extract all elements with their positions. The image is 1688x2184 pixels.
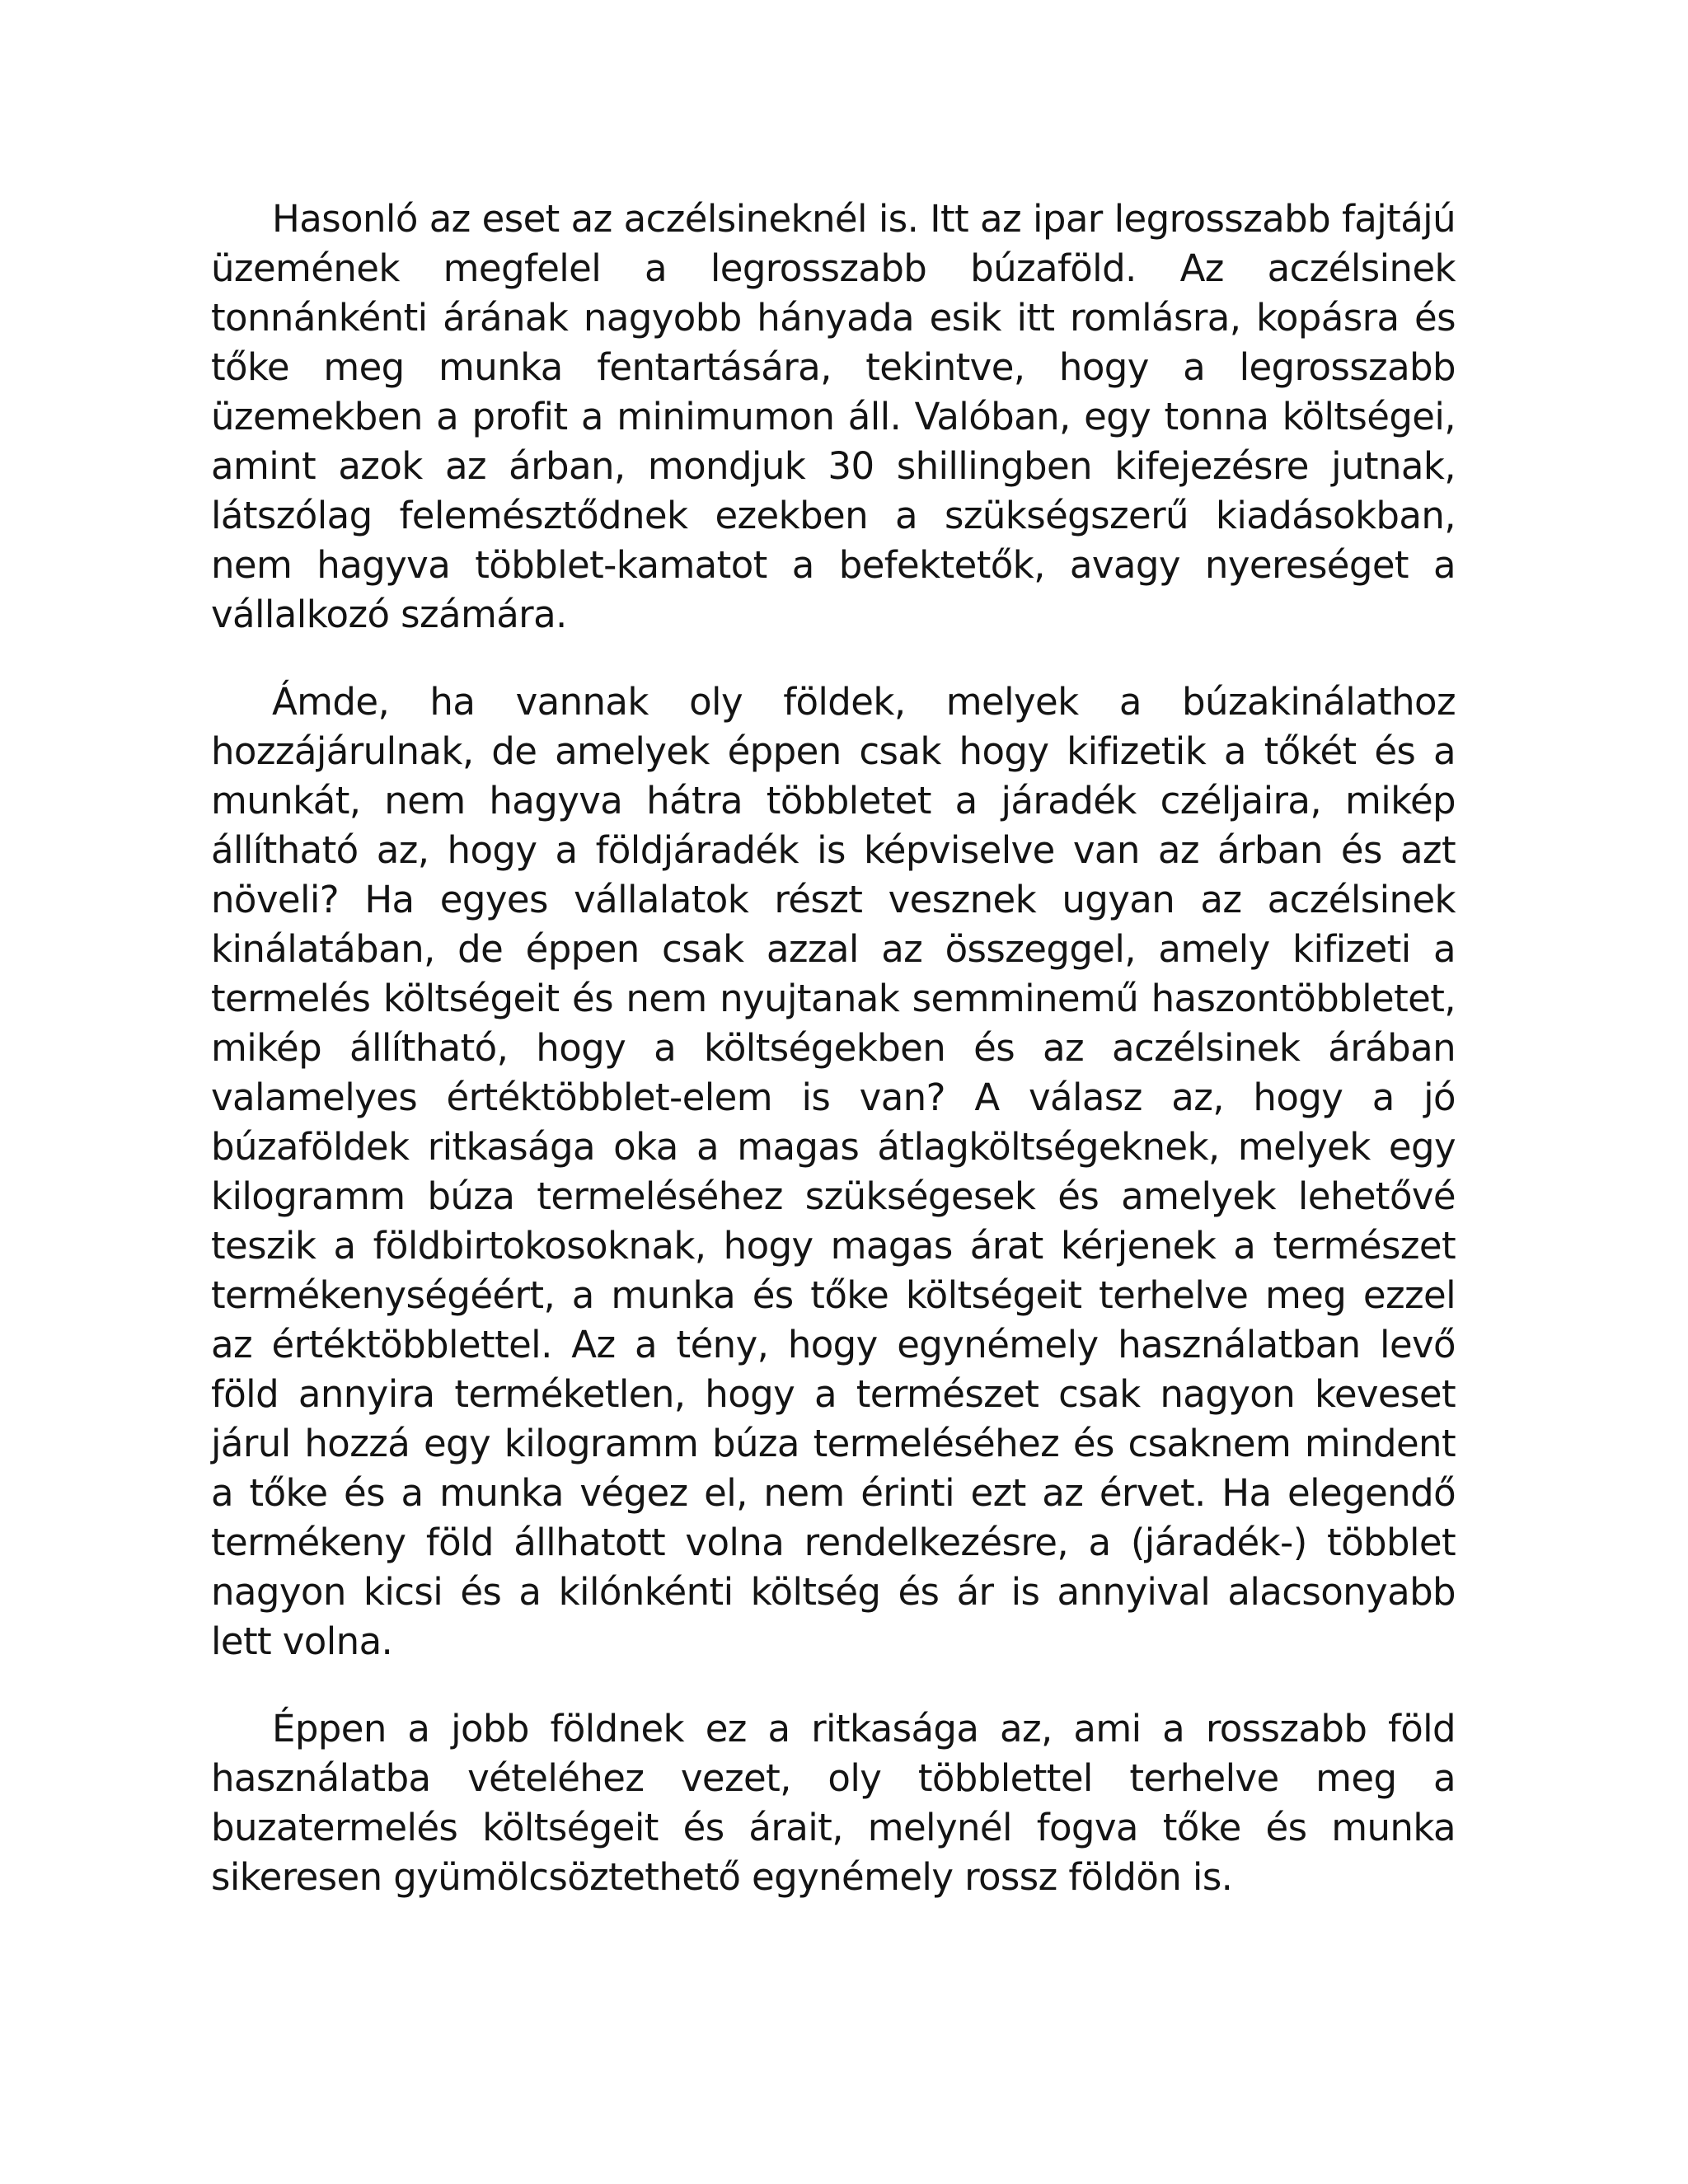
- paragraph-1: Hasonló az eset az aczélsineknél is. Itt az ipar legrosszabb fajtájú üzemének megfelel a legrosszabb búzaföld. Az aczélsinek tonnánkénti árának nagyobb hányada esik itt romlásra, kopásra és tőke meg munka fentartására, tekintve, hogy a legrosszabb üzemekben a profit a minimumon áll. Valóban, egy tonna költségei, amint azok az árban, mondjuk 30 shillingben kifejezésre jutnak, látszólag felemésztődnek ezekben a szükségszerű kiadásokban, nem hagyva többlet-kamatot a befektetők, avagy nyereséget a vállalkozó számára.: [211, 197, 1456, 636]
- body-text: [211, 194, 1456, 1902]
- paragraph-3: Éppen a jobb földnek ez a ritkasága az, ami a rosszabb föld használatba vételéhez vezet, oly többlettel terhelve meg a buzatermelés költségeit és árait, melynél fogva tőke és munka sikeresen gyümölcsöztethető egynémely rossz földön is.: [211, 1707, 1456, 1899]
- paragraph-2: Ámde, ha vannak oly földek, melyek a búzakinálathoz hozzájárulnak, de amelyek éppen csak hogy kifizetik a tőkét és a munkát, nem hagyva hátra többletet a járadék czéljaira, mikép állítható az, hogy a földjáradék is képviselve van az árban és azt növeli? Ha egyes vállalatok részt vesznek ugyan az aczélsinek kinálatában, de éppen csak azzal az összeggel, amely kifizeti a termelés költségeit és nem nyujtanak semminemű haszontöbbletet, mikép állítható, hogy a költségekben és az aczélsinek árában valamelyes értéktöbblet-elem is van? A válasz az, hogy a jó búzaföldek ritkasága oka a magas átlagköltségeknek, melyek egy kilogramm búza termeléséhez szükségesek és amelyek lehetővé teszik a földbirtokosoknak, hogy magas árat kérjenek a természet termékenységéért, a munka és tőke költségeit terhelve meg ezzel az értéktöbblettel. Az a tény, hogy egynémely használatban levő föld annyira terméketlen, hogy a természet csak nagyon keveset járul hozzá egy kilogramm búza termeléséhez és csaknem mindent a tőke és a munka végez el, nem érinti ezt az érvet. Ha elegendő termékeny föld állhatott volna rendelkezésre, a (járadék-) többlet nagyon kicsi és a kilónkénti költség és ár is annyival alacsonyabb lett volna.: [211, 680, 1456, 1663]
